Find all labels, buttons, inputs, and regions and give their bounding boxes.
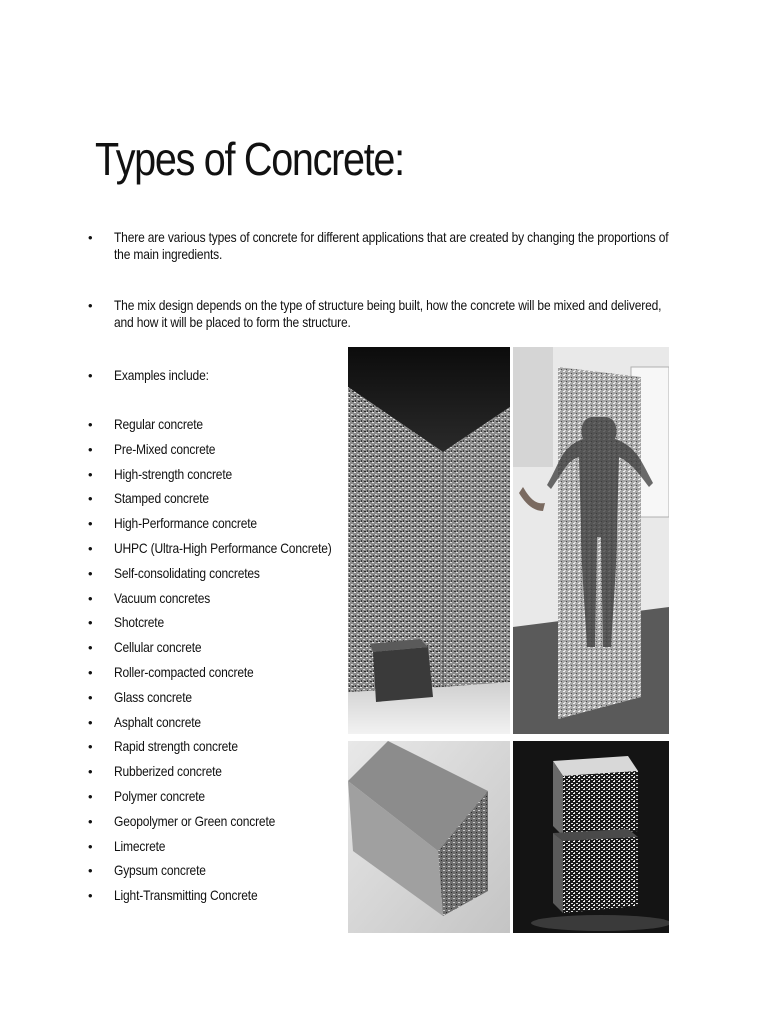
list-item: Gypsum concrete [114,862,206,878]
list-item: Vacuum concretes [114,590,211,606]
list-item: Light-Transmitting Concrete [114,887,258,903]
bullet-glyph: • [88,690,93,705]
examples-heading: Examples include: [114,367,209,383]
list-item: Geopolymer or Green concrete [114,813,276,829]
list-item: Pre-Mixed concrete [114,441,216,457]
bullet-glyph: • [88,591,93,606]
concrete-room-image [348,347,510,734]
bullet-glyph: • [88,491,93,506]
bullet-glyph: • [88,888,93,903]
bullet-glyph: • [88,442,93,457]
bullet-glyph: • [88,764,93,779]
list-item: Glass concrete [114,689,192,705]
slide-title: Types of Concrete: [95,133,404,185]
bullet-glyph: • [88,368,93,383]
list-item: Polymer concrete [114,788,205,804]
bullet-glyph: • [88,640,93,655]
bullet-glyph: • [88,516,93,531]
list-item: High-strength concrete [114,466,233,482]
bullet-glyph: • [88,863,93,878]
list-item: Limecrete [114,838,166,854]
bullet-glyph: • [88,715,93,730]
list-item: Stamped concrete [114,490,209,506]
bullet-glyph: • [88,566,93,581]
intro-paragraph: There are various types of concrete for different applications that are created by changing the proportions of the main ingredients. [114,229,669,262]
bullet-glyph: • [88,417,93,432]
bullet-glyph: • [88,298,93,313]
list-item: UHPC (Ultra-High Performance Concrete) [114,540,332,556]
photo-concrete-room [348,347,510,734]
bullet-glyph: • [88,739,93,754]
list-item: Rapid strength concrete [114,738,238,754]
bullet-glyph: • [88,665,93,680]
bullet-glyph: • [88,467,93,482]
list-item: Self-consolidating concretes [114,565,260,581]
photo-concrete-block [348,741,510,933]
bullet-glyph: • [88,789,93,804]
list-item: Roller-compacted concrete [114,664,254,680]
list-item: Asphalt concrete [114,714,201,730]
bullet-glyph: • [88,230,93,245]
photo-glowing-cubes [513,741,669,933]
photo-light-panel [513,347,669,734]
bullet-glyph: • [88,615,93,630]
glowing-cubes-image [513,741,669,933]
bullet-glyph: • [88,814,93,829]
concrete-block-image [348,741,510,933]
list-item: Rubberized concrete [114,763,222,779]
list-item: High-Performance concrete [114,515,257,531]
list-item: Regular concrete [114,416,203,432]
intro-paragraph: The mix design depends on the type of structure being built, how the concrete will be mixed and delivered, and how it will be placed to form the structure. [114,297,662,330]
list-item: Cellular concrete [114,639,202,655]
bullet-glyph: • [88,839,93,854]
light-panel-image [513,347,669,734]
list-item: Shotcrete [114,614,164,630]
bullet-glyph: • [88,541,93,556]
